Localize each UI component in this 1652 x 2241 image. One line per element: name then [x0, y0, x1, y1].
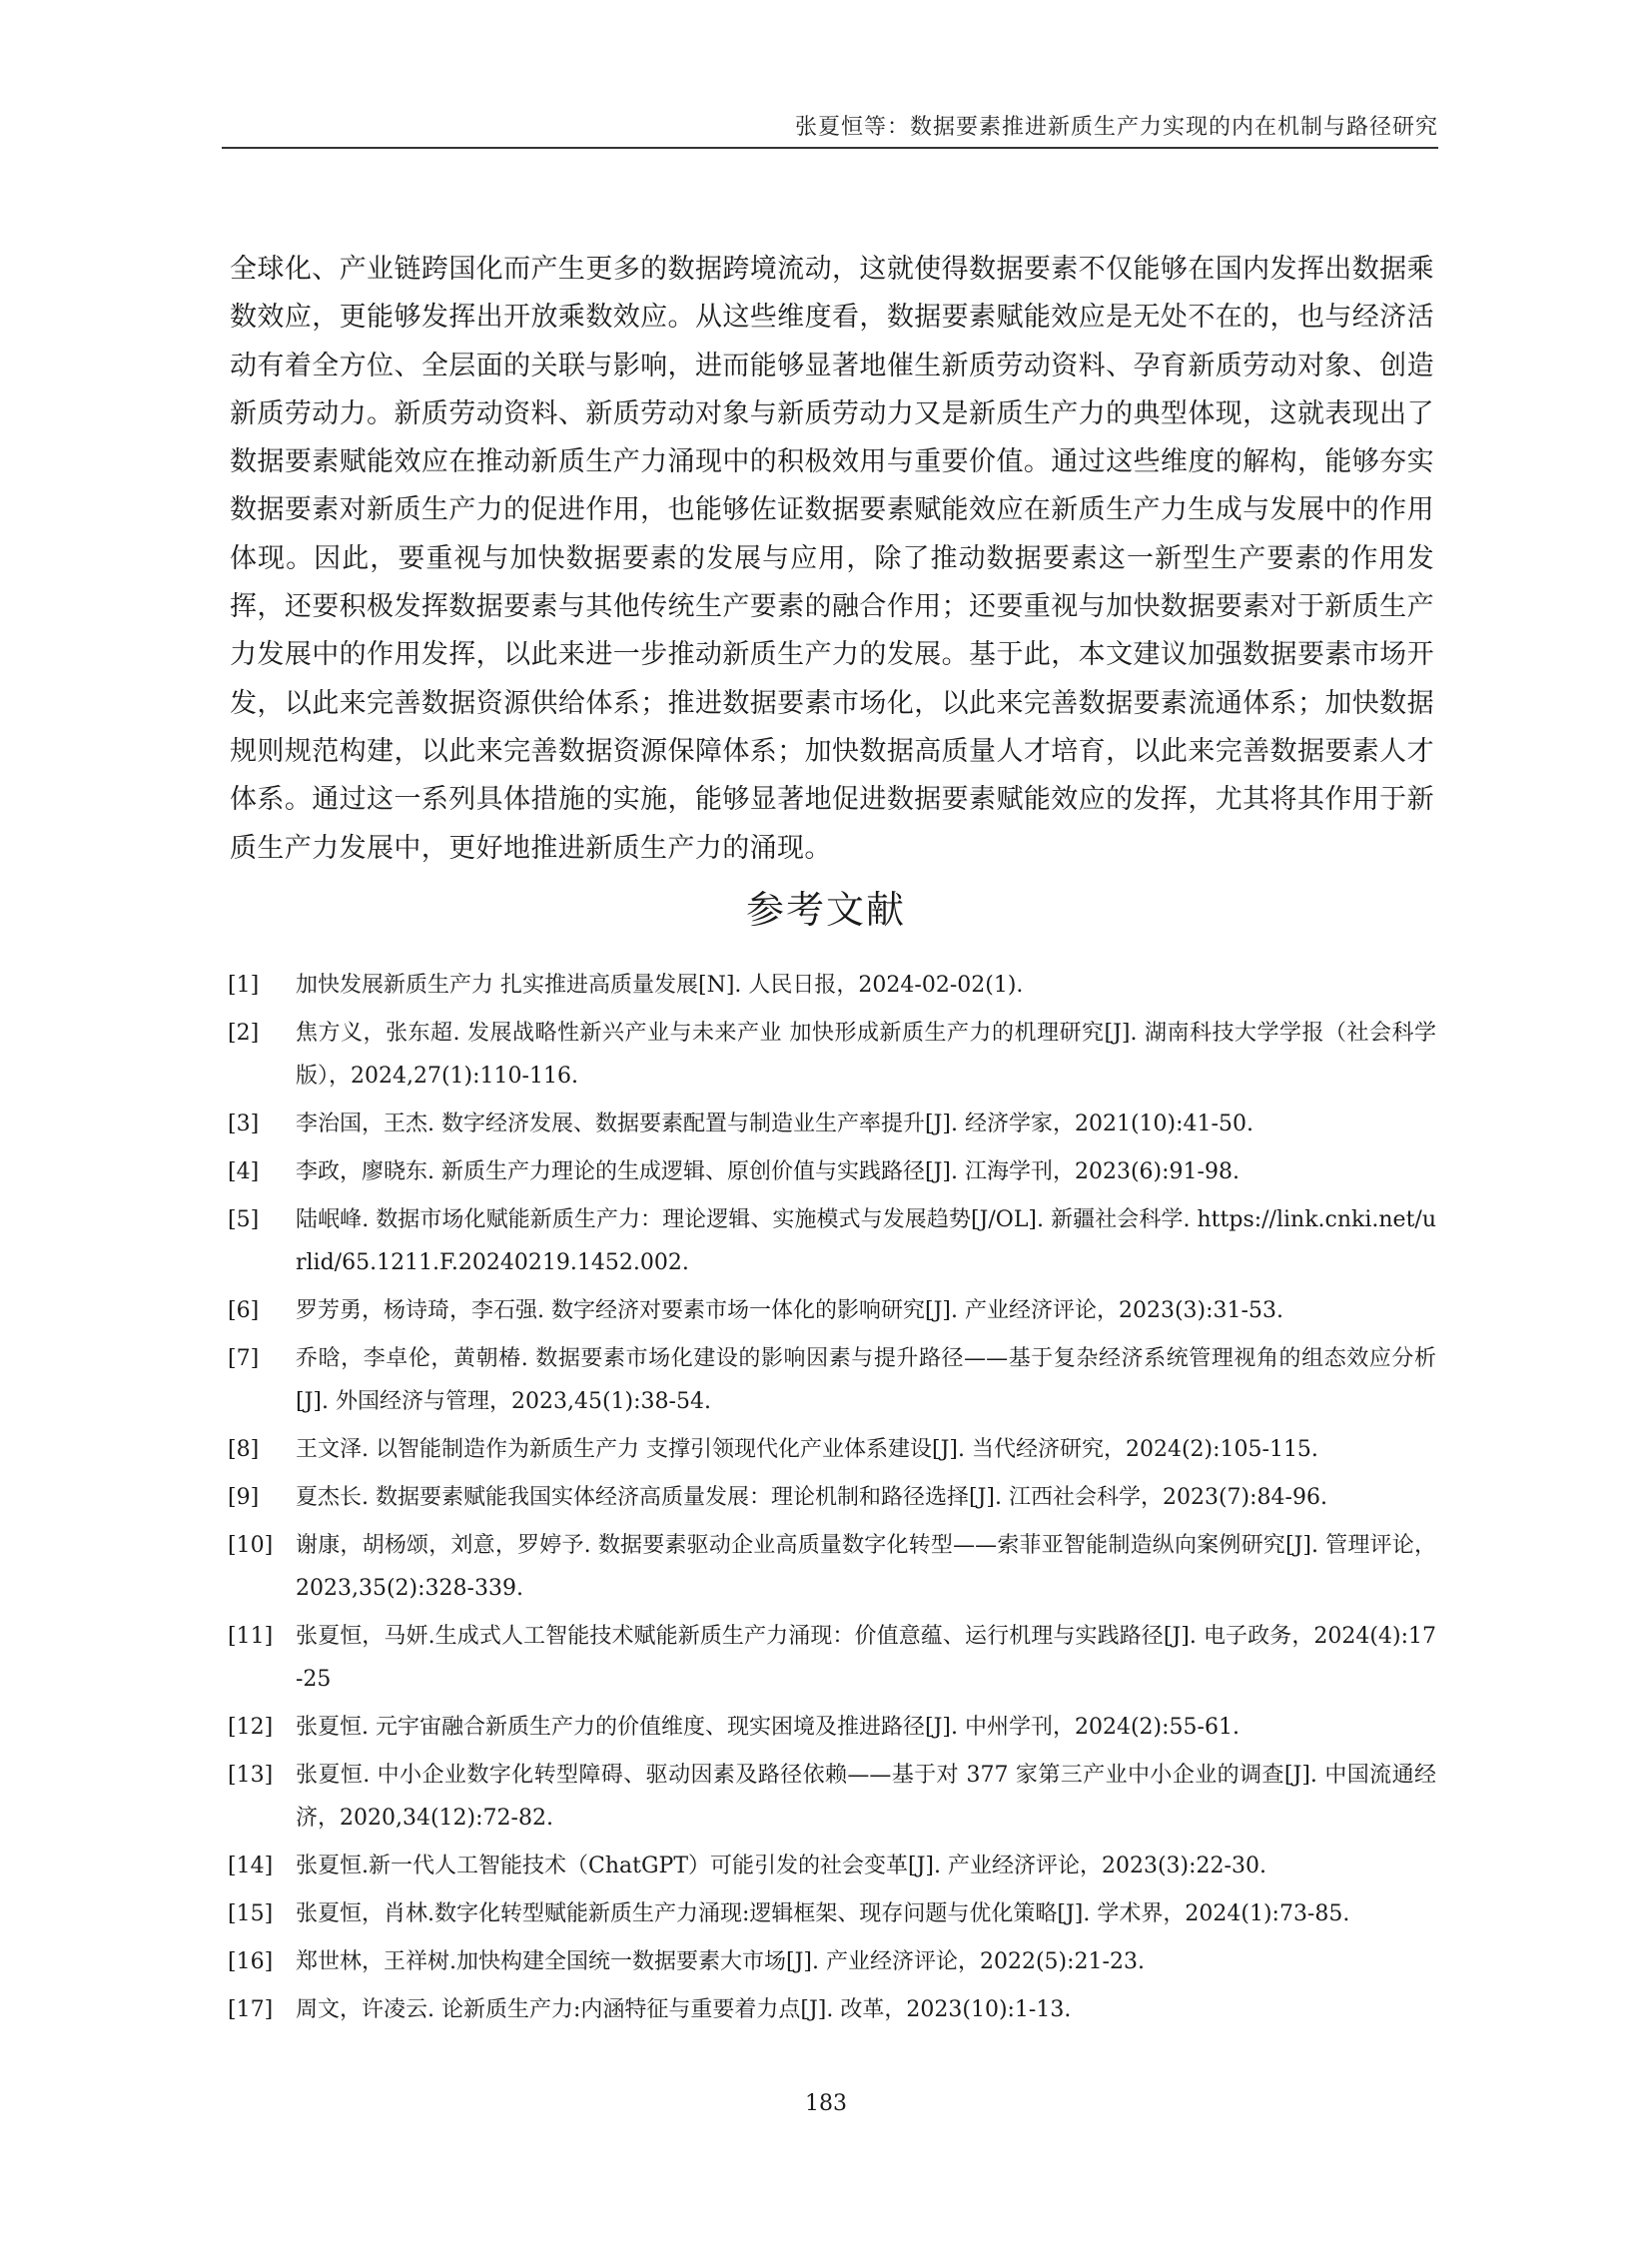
reference-text: 夏杰长. 数据要素赋能我国实体经济高质量发展：理论机制和路径选择[J]. 江西社会科学，2023(7):84-96. [296, 1485, 1327, 1510]
reference-item [228, 1289, 1436, 1332]
body-paragraph: 全球化、产业链跨国化而产生更多的数据跨境流动，这就使得数据要素不仅能够在国内发挥出数据乘数效应，更能够发挥出开放乘数效应。从这些维度看，数据要素赋能效应是无处不在的，也与经济活动有着全方位、全层面的关联与影响，进而能够显著地催生新质劳动资料、孕育新质劳动对象、创造新质劳动力。新质劳动资料、新质劳动对象与新质劳动力又是新质生产力的典型体现，这就表现出了数据要素赋能效应在推动新质生产力涌现中的积极效用与重要价值。通过这些维度的解构，能够夯实数据要素对新质生产力的促进作用，也能够佐证数据要素赋能效应在新质生产力生成与发展中的作用体现。因此，要重视与加快数据要素的发展与应用，除了推动数据要素这一新型生产要素的作用发挥，还要积极发挥数据要素与其他传统生产要素的融合作用；还要重视与加快数据要素对于新质生产力发展中的作用发挥，以此来进一步推动新质生产力的发展。基于此，本文建议加强数据要素市场开发，以此来完善数据资源供给体系；推进数据要素市场化，以此来完善数据要素流通体系；加快数据规则规范构建，以此来完善数据资源保障体系；加快数据高质量人才培育，以此来完善数据要素人才体系。通过这一系列具体措施的实施，能够显著地促进数据要素赋能效应的发挥，尤其将其作用于新质生产力发展中，更好地推进新质生产力的涌现。 [230, 254, 1434, 864]
reference-text: 郑世林，王祥树.加快构建全国统一数据要素大市场[J]. 产业经济评论，2022(5):21-23. [296, 1949, 1145, 1974]
reference-item [228, 1845, 1436, 1887]
reference-text: 陆岷峰. 数据市场化赋能新质生产力：理论逻辑、实施模式与发展趋势[J/OL]. 新疆社会科学. https://link.cnki.net/urlid/65.1211.F.20240219.1452.002. [296, 1207, 1436, 1275]
reference-number: [1] [228, 973, 260, 998]
reference-number: [10] [228, 1533, 274, 1558]
reference-number: [6] [228, 1298, 260, 1323]
reference-item [228, 1892, 1436, 1935]
reference-number: [16] [228, 1949, 274, 1974]
reference-item [228, 1198, 1436, 1284]
reference-item [228, 1103, 1436, 1145]
reference-text: 张夏恒.新一代人工智能技术（ChatGPT）可能引发的社会变革[J]. 产业经济评论，2023(3):22-30. [296, 1854, 1266, 1878]
reference-item [228, 1988, 1436, 2031]
reference-number: [8] [228, 1437, 260, 1462]
reference-text: 李政，廖晓东. 新质生产力理论的生成逻辑、原创价值与实践路径[J]. 江海学刊，2023(6):91-98. [296, 1159, 1239, 1184]
reference-text: 张夏恒，肖林.数字化转型赋能新质生产力涌现:逻辑框架、现存问题与优化策略[J]. 学术界，2024(1):73-85. [296, 1901, 1350, 1926]
reference-number: [11] [228, 1624, 274, 1649]
reference-text: 加快发展新质生产力 扎实推进高质量发展[N]. 人民日报，2024-02-02(1). [296, 973, 1024, 998]
reference-item [228, 1428, 1436, 1471]
references-heading: 参考文献 [745, 888, 906, 932]
reference-number: [12] [228, 1715, 274, 1740]
reference-number: [3] [228, 1112, 260, 1136]
reference-list [228, 964, 1436, 2036]
reference-text: 张夏恒. 元宇宙融合新质生产力的价值维度、现实困境及推进路径[J]. 中州学刊，2024(2):55-61. [296, 1715, 1239, 1740]
reference-text: 谢康，胡杨颂，刘意，罗婷予. 数据要素驱动企业高质量数字化转型——索菲亚智能制造纵向案例研究[J]. 管理评论，2023,35(2):328-339. [296, 1533, 1436, 1601]
reference-text: 张夏恒，马妍.生成式人工智能技术赋能新质生产力涌现：价值意蕴、运行机理与实践路径[J]. 电子政务，2024(4):17-25 [296, 1624, 1436, 1692]
reference-item [228, 1940, 1436, 1983]
reference-item [228, 1012, 1436, 1098]
reference-number: [4] [228, 1159, 260, 1184]
running-header: 张夏恒等：数据要素推进新质生产力实现的内在机制与路径研究 [794, 115, 1438, 140]
reference-text: 焦方义，张东超. 发展战略性新兴产业与未来产业 加快形成新质生产力的机理研究[J]. 湖南科技大学学报（社会科学版），2024,27(1):110-116. [296, 1021, 1436, 1089]
reference-text: 王文泽. 以智能制造作为新质生产力 支撑引领现代化产业体系建设[J]. 当代经济研究，2024(2):105-115. [296, 1437, 1318, 1462]
reference-item [228, 964, 1436, 1007]
reference-item [228, 1706, 1436, 1749]
reference-item [228, 1337, 1436, 1423]
reference-item [228, 1754, 1436, 1840]
reference-item [228, 1476, 1436, 1519]
reference-number: [5] [228, 1207, 260, 1232]
reference-item [228, 1524, 1436, 1610]
reference-number: [14] [228, 1854, 274, 1878]
reference-text: 李治国，王杰. 数字经济发展、数据要素配置与制造业生产率提升[J]. 经济学家，2021(10):41-50. [296, 1112, 1253, 1136]
reference-text: 张夏恒. 中小企业数字化转型障碍、驱动因素及路径依赖——基于对 377 家第三产业中小企业的调查[J]. 中国流通经济，2020,34(12):72-82. [296, 1763, 1436, 1831]
reference-item [228, 1615, 1436, 1701]
reference-text: 周文，许凌云. 论新质生产力:内涵特征与重要着力点[J]. 改革，2023(10):1-13. [296, 1997, 1072, 2022]
reference-number: [2] [228, 1021, 260, 1046]
reference-item [228, 1150, 1436, 1193]
page-number: 183 [805, 2091, 847, 2116]
reference-number: [13] [228, 1763, 274, 1788]
reference-number: [9] [228, 1485, 260, 1510]
reference-number: [7] [228, 1346, 260, 1371]
reference-number: [15] [228, 1901, 274, 1926]
header-rule [222, 147, 1438, 149]
reference-text: 罗芳勇，杨诗琦，李石强. 数字经济对要素市场一体化的影响研究[J]. 产业经济评论，2023(3):31-53. [296, 1298, 1283, 1323]
reference-text: 乔晗，李卓伦，黄朝椿. 数据要素市场化建设的影响因素与提升路径——基于复杂经济系统管理视角的组态效应分析[J]. 外国经济与管理，2023,45(1):38-54. [296, 1346, 1436, 1414]
reference-number: [17] [228, 1997, 274, 2022]
